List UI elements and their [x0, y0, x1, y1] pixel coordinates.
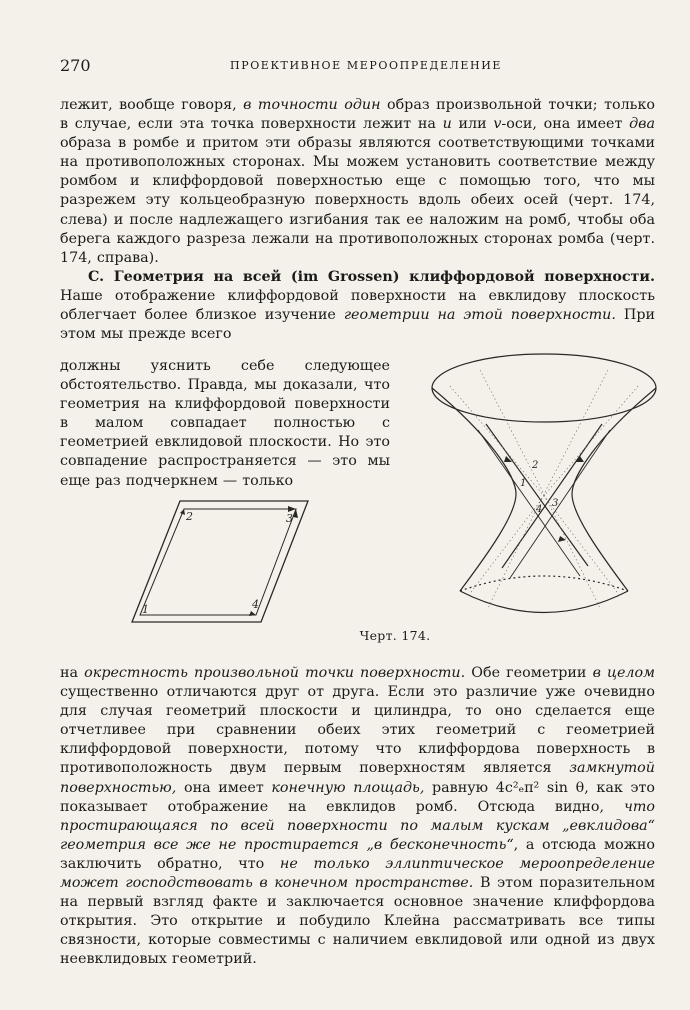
- ruling-4: [510, 430, 610, 578]
- text-run: , а отсюда можно заключить обратно, что: [60, 836, 655, 872]
- emphasis-text: окрестность произвольной точки поверхности.: [84, 665, 466, 681]
- text-run: равную 4c²ₑπ² sin θ, как это показывает отображение на евклидов ромб. Отсюда видно,: [60, 779, 655, 815]
- paragraph-1: [60, 96, 655, 268]
- arrow-hyp-3: [558, 536, 566, 542]
- arrow-right: [293, 509, 298, 518]
- paragraph-2-section-c: [60, 268, 655, 344]
- figure-caption: Черт. 174.: [359, 628, 431, 643]
- hidden-line-4: [488, 370, 608, 608]
- ruling-3: [478, 430, 580, 576]
- text-run: При этом мы прежде всего: [60, 307, 656, 343]
- parallelogram-inner-outline: [140, 509, 296, 615]
- emphasis-text: два: [629, 116, 656, 133]
- wrap-text-block: [60, 357, 390, 491]
- left-label-3: 3: [286, 512, 293, 525]
- bottom-rim-back: [460, 576, 628, 591]
- emphasis-text: не только эллиптическое мероопределение может господствовать в конечном пространстве.: [60, 855, 656, 892]
- hidden-line-3: [480, 370, 600, 608]
- right-label-4: 4: [536, 504, 543, 515]
- right-label-1: 1: [520, 478, 527, 489]
- text-run: образ произвольной точки; только в случае, если эта точка поверхности лежит на: [60, 97, 655, 133]
- paragraph-2-continued: [60, 357, 390, 491]
- right-label-3: 3: [552, 498, 559, 509]
- text-run: лежит, вообще говоря,: [60, 97, 244, 113]
- emphasis-text: конечную площадь,: [271, 779, 425, 796]
- top-rim: [432, 354, 656, 422]
- ruling-1: [486, 424, 588, 566]
- emphasis-text: v: [493, 116, 502, 133]
- text-run: Наше отображение клиффордовой поверхности на евклидову плоскость облегчает более близкое изучение: [60, 287, 655, 324]
- top-text-block: [60, 96, 655, 344]
- left-label-2: 2: [186, 510, 193, 523]
- text-run: Обе геометрии: [465, 665, 593, 681]
- bottom-rim-front: [460, 591, 628, 613]
- left-profile: [432, 388, 516, 591]
- emphasis-text: что простирающаяся по всей поверхности по малым кускам „евклидова“ геометрия все же не простирается „в бесконечность“: [60, 798, 655, 853]
- paragraph-3: [60, 664, 655, 970]
- text-run: должны уяснить себе следующее обстоятельство. Правда, мы доказали, что геометрия на клиффордовой поверхности в малом совпадает полностью с геометрией евклидовой плоскости. Но это совпадение распространяется — это мы еще раз подчеркнем — только: [60, 358, 390, 489]
- right-label-2: 2: [532, 460, 539, 471]
- text-run: -оси, она имеет: [501, 116, 630, 133]
- arrow-left-up: [180, 509, 185, 515]
- emphasis-text: замкнутой поверхностью,: [60, 760, 655, 796]
- text-run: В этом поразительном на первый взгляд факте и заключается основное значение клиффордова открытия. Это открытие и побудило Клейна рассматривать все типы связности, которые совместимы с наличием евклидовой или одной из двух неевклидовых геометрий.: [60, 875, 656, 968]
- text-run: образа в ромбе и притом эти образы являются соответствующими точками на противоположных сторонах. Мы можем установить соответствие между ромбом и клиффордовой поверхностью еще с помощью того, что мы разрежем эту кольцеобразную поверхность вдоль обеих осей (черт. 174, слева) и после надлежащего изгибания так ее наложим на ромб, чтобы оба берега каждого разреза лежали на противоположных сторонах ромба (черт. 174, справа).: [60, 135, 655, 266]
- ruling-2: [502, 424, 602, 568]
- parallelogram-figure: [128, 498, 310, 624]
- left-label-1: 1: [142, 603, 149, 616]
- hidden-line-2: [468, 386, 638, 596]
- running-title: ПРОЕКТИВНОЕ МЕРООПРЕДЕЛЕНИЕ: [230, 59, 503, 72]
- hyperboloid-figure: [420, 346, 668, 624]
- hidden-line-1: [450, 386, 620, 596]
- page-header: [60, 56, 640, 78]
- emphasis-text: в целом: [592, 665, 655, 681]
- emphasis-text: u: [442, 116, 452, 133]
- bottom-text-block: [60, 664, 655, 970]
- parallelogram-outline: [132, 501, 308, 622]
- text-run: существенно отличаются друг от друга. Если это различие уже очевидно для случая геометрий плоскости и цилиндра, то оно сделается еще отчетливее при сравнении обеих этих геометрий с геометрией клиффордовой поверхности, потому что клиффордова поверхность в противоположность двум первым поверхностям является: [60, 684, 655, 777]
- emphasis-text: в точности один: [243, 97, 381, 113]
- text-run: она имеет: [176, 779, 272, 796]
- left-label-4: 4: [252, 598, 259, 611]
- section-heading: C. Геометрия на всей (im Grossen) клиффордовой поверхности.: [88, 268, 655, 285]
- text-run: или: [451, 116, 494, 133]
- page-number: 270: [60, 56, 91, 75]
- emphasis-text: геометрии на этой поверхности.: [343, 307, 616, 324]
- text-run: на: [60, 665, 85, 681]
